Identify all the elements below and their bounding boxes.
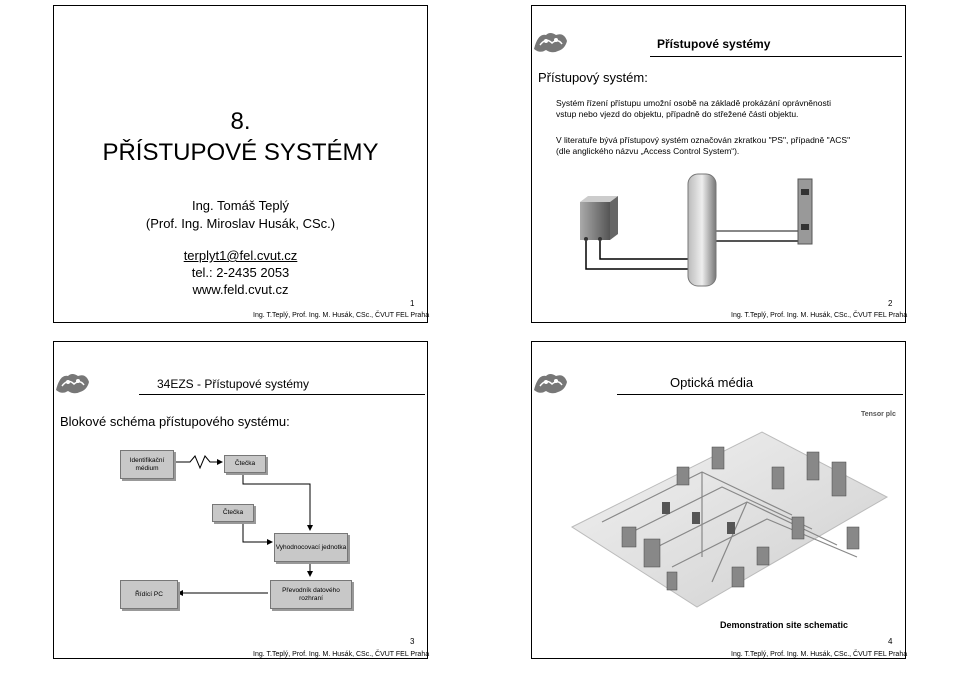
box-evaluation-unit: Vyhodnocovací jednotka [274,533,348,562]
slide-title: PŘÍSTUPOVÉ SYSTÉMY [102,139,379,166]
access-control-devices-photo [578,169,838,294]
page-number-4: 4 [888,637,893,646]
slide-subtitle: Přístupový systém: [538,70,648,85]
slide-2 [531,5,906,323]
slide-4 [531,341,906,659]
footer-4: Ing. T.Teplý, Prof. Ing. M. Husák, CSc., ČVUT FEL Praha [731,651,908,658]
footer-1: Ing. T.Teplý, Prof. Ing. M. Husák, CSc., ČVUT FEL Praha [253,312,430,319]
page-number-3: 3 [410,637,415,646]
box-control-pc: Řídící PC [120,580,178,609]
box-interface-converter: Převodník datového rozhraní [270,580,352,609]
slide-header: 34EZS - Přístupové systémy [157,377,310,391]
schematic-caption: Demonstration site schematic [720,620,849,630]
paragraph-acronym: V literatuře bývá přístupový systém označován zkratkou "PS", případně "ACS" (dle anglického názvu „Access Control System“). [556,135,851,156]
block-diagram-connectors [54,342,429,660]
university-logo [532,29,570,55]
header-rule [617,394,903,395]
slide-header: Optická média [670,375,754,390]
slide-number-title: 8. [230,108,251,135]
contact-web: www.feld.cvut.cz [192,282,289,297]
box-identification-medium: Identifikační médium [120,450,174,479]
author-name: Ing. Tomáš Teplý [191,198,290,213]
page-number-1: 1 [410,299,415,308]
slide-1 [53,5,428,323]
header-rule [650,56,902,57]
box-reader-1: Čtečka [224,455,266,473]
slide-header: Přístupové systémy [657,37,771,51]
brand-label: Tensor plc [861,411,896,418]
contact-email: terplyt1@fel.cvut.cz [183,248,298,263]
slide-3 [53,341,428,659]
slide-subtitle: Blokové schéma přístupového systému: [60,414,290,429]
coauthor-name: (Prof. Ing. Miroslav Husák, CSc.) [145,216,336,231]
demonstration-site-schematic-illustration [562,407,892,627]
contact-phone: tel.: 2-2435 2053 [191,265,290,280]
footer-3: Ing. T.Teplý, Prof. Ing. M. Husák, CSc., ČVUT FEL Praha [253,651,430,658]
university-logo [532,370,570,396]
box-reader-2: Čtečka [212,504,254,522]
page-number-2: 2 [888,299,893,308]
paragraph-definition: Systém řízení přístupu umožní osobě na základě prokázání oprávněnosti vstup nebo vjezd do objektu, případně do střežené části objektu. [556,98,831,119]
footer-2: Ing. T.Teplý, Prof. Ing. M. Husák, CSc., ČVUT FEL Praha [731,312,908,319]
